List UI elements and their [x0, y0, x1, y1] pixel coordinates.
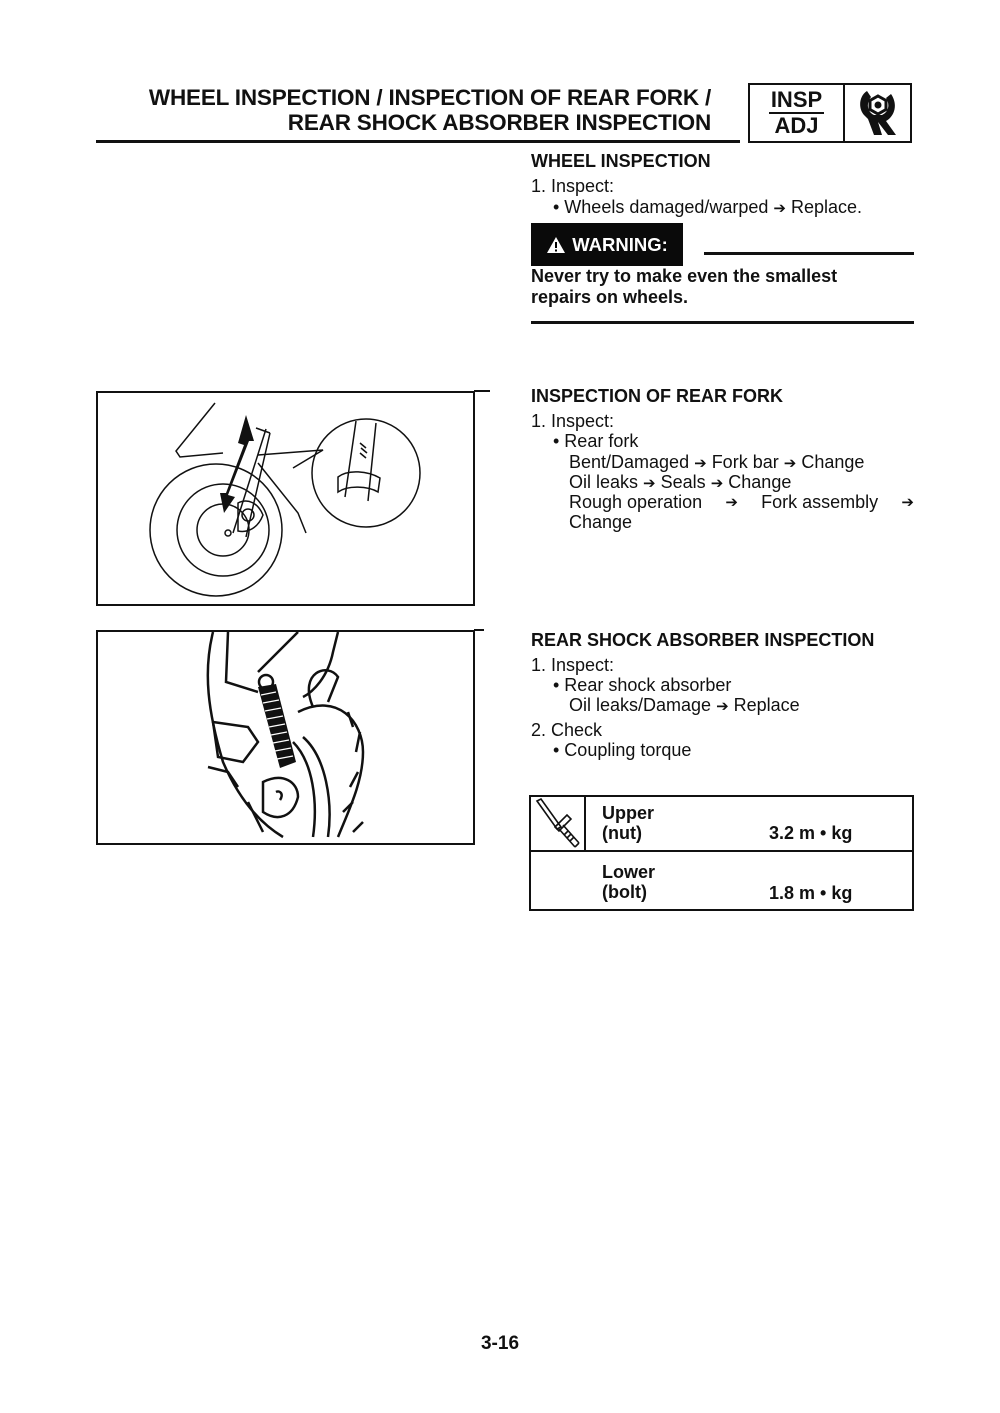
lower-sublabel: (bolt)	[602, 882, 647, 902]
fig1-tick	[474, 390, 490, 392]
torque-value-lower: 1.8 m • kg	[769, 883, 853, 903]
torque-row-upper	[531, 797, 912, 852]
warning-text	[531, 266, 837, 308]
line2-part: Seals	[660, 472, 706, 492]
front-fork-illustration	[96, 391, 475, 606]
line1-action: Change	[801, 452, 865, 472]
wheel-bullet-result: Replace.	[786, 197, 863, 217]
line3-condition: Rough operation	[569, 492, 703, 512]
insp-adj-text	[750, 85, 845, 141]
warning-bottom-rule	[531, 321, 914, 324]
wheel-step-1: 1. Inspect:	[531, 176, 615, 196]
rear-shock-bullet-2: • Coupling torque	[553, 740, 692, 760]
page-number: 3-16	[480, 1333, 520, 1354]
shock-condition: Oil leaks/Damage	[569, 695, 717, 715]
lower-label: Lower	[602, 862, 656, 882]
rear-fork-line-3-wrap: Change	[569, 512, 633, 532]
rear-shock-step-2: 2. Check	[531, 720, 603, 740]
page-title-line2: REAR SHOCK ABSORBER INSPECTION	[287, 110, 711, 135]
arrow-right-icon: ➔	[643, 474, 656, 492]
rear-shock-heading: REAR SHOCK ABSORBER INSPECTION	[531, 630, 875, 650]
arrow-right-icon: ➔	[694, 454, 707, 472]
rear-fork-step-1: 1. Inspect:	[531, 411, 615, 431]
torque-spec-table	[529, 795, 914, 911]
line2-condition: Oil leaks	[569, 472, 639, 492]
arrow-right-icon: ➔	[783, 454, 797, 472]
warning-top-rule	[704, 252, 914, 255]
arrow-right-icon: ➔	[725, 493, 738, 511]
page-title-line1: WHEEL INSPECTION / INSPECTION OF REAR FORK /	[148, 85, 711, 110]
line1-condition: Bent/Damaged	[569, 452, 690, 472]
line3-part: Fork assembly	[761, 492, 879, 512]
badge-insp: INSP	[770, 87, 823, 112]
upper-label: Upper	[602, 803, 655, 823]
rear-fork-bullet-1: • Rear fork	[553, 431, 639, 451]
rear-shock-step-1: 1. Inspect:	[531, 655, 615, 675]
wheel-bullet-1	[553, 197, 862, 218]
rear-fork-line-1	[569, 452, 864, 473]
line1-part: Fork bar	[711, 452, 779, 472]
arrow-right-icon: ➔	[773, 199, 786, 217]
shock-action: Replace	[728, 695, 800, 715]
wheel-inspection-heading: WHEEL INSPECTION	[531, 151, 711, 171]
rear-shock-bullet-1: • Rear shock absorber	[553, 675, 732, 695]
header-rule	[96, 140, 740, 143]
insp-adj-badge	[748, 83, 912, 143]
torque-value-upper: 3.2 m • kg	[769, 823, 853, 843]
rear-shock-absorber-illustration	[96, 630, 475, 845]
torque-row-lower	[531, 852, 912, 910]
upper-sublabel: (nut)	[602, 823, 642, 843]
warning-triangle-icon	[546, 236, 566, 254]
arrow-right-icon: ➔	[710, 474, 724, 492]
wrench-nut-icon	[845, 85, 911, 141]
arrow-right-icon: ➔	[716, 697, 729, 715]
warning-text-line2: repairs on wheels.	[531, 287, 689, 307]
warning-text-line1: Never try to make even the smallest	[531, 266, 838, 286]
warning-banner	[531, 223, 683, 266]
torque-label-upper	[602, 803, 654, 843]
wheel-bullet-text: • Wheels damaged/warped	[553, 197, 774, 217]
fig2-tick	[474, 629, 484, 631]
arrow-right-icon: ➔	[901, 493, 914, 511]
rear-shock-line-1	[569, 695, 800, 716]
torque-label-lower	[602, 862, 655, 902]
badge-adj: ADJ	[774, 113, 819, 138]
rear-fork-line-2	[569, 472, 791, 493]
rear-fork-heading: INSPECTION OF REAR FORK	[531, 386, 784, 406]
warning-label: WARNING:	[572, 233, 668, 255]
line2-action: Change	[728, 472, 792, 492]
rear-fork-line-3	[569, 492, 914, 512]
